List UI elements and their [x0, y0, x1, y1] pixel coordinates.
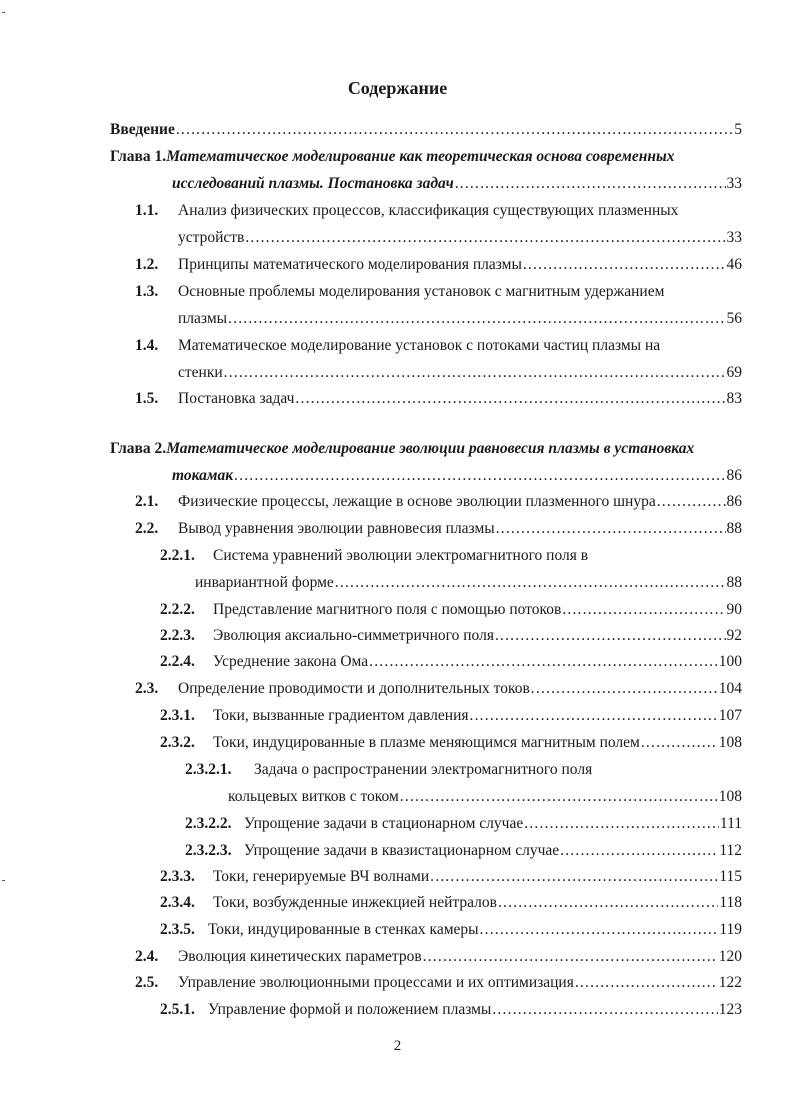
toc-line	[110, 120, 742, 140]
entry-title: плазмы	[178, 310, 228, 327]
toc-line	[254, 760, 592, 780]
section-number: 2.5.1.	[160, 1001, 195, 1018]
toc-line	[172, 174, 742, 194]
entry-page: 100	[718, 653, 742, 670]
entry-title: Физические процессы, лежащие в основе эволюции плазменного шнура	[178, 493, 656, 510]
toc-line	[244, 841, 742, 861]
entry-title: Токи, генерируемые ВЧ волнами	[213, 868, 430, 885]
entry-title: Представление магнитного поля с помощью потоков	[213, 601, 562, 618]
toc-line	[178, 201, 678, 221]
leader-dots	[496, 519, 726, 539]
toc-line	[208, 920, 742, 940]
toc-line	[195, 573, 742, 593]
leader-dots	[657, 492, 726, 512]
leader-dots	[335, 573, 726, 593]
entry-title: Токи, индуцированные в плазме меняющимся магнитным полем	[213, 734, 640, 751]
entry-title: Основные проблемы моделирования установок с магнитным удержанием	[178, 283, 665, 300]
entry-page: 83	[726, 390, 742, 407]
leader-dots	[455, 174, 726, 194]
entry-page: 86	[726, 493, 742, 510]
leader-dots	[575, 973, 718, 993]
toc-line	[213, 600, 742, 620]
toc-line	[178, 309, 742, 329]
entry-title: Математическое моделирование установок с потоками частиц плазмы на	[178, 337, 661, 354]
section-number: 2.3.	[135, 680, 159, 697]
toc-line	[213, 706, 742, 726]
section-number: 2.1.	[135, 493, 159, 510]
leader-dots	[430, 867, 718, 887]
leader-dots	[562, 600, 725, 620]
entry-page: 118	[719, 894, 742, 911]
entry-title: Эволюция аксиально-симметричного поля	[213, 627, 494, 644]
toc-line	[213, 546, 588, 566]
scan-mark	[2, 12, 5, 13]
entry-title: Задача о распространении электромагнитного поля	[254, 761, 593, 778]
toc-line	[178, 492, 742, 512]
entry-title: Вывод уравнения эволюции равновесия плазмы	[178, 520, 495, 537]
entry-page: 120	[718, 948, 742, 965]
entry-title: устройств	[178, 229, 245, 246]
section-number: 2.3.3.	[160, 868, 195, 885]
entry-title: Система уравнений эволюции электромагнитного поля в	[213, 547, 589, 564]
entry-page: 33	[726, 175, 742, 192]
entry-title: Математическое моделирование как теоретическая основа современных	[166, 148, 675, 165]
entry-page: 108	[718, 788, 742, 805]
toc-line	[213, 733, 742, 753]
toc-line	[213, 652, 742, 672]
entry-page: 46	[726, 256, 742, 273]
entry-title: Упрощение задачи в стационарном случае	[244, 815, 524, 832]
entry-title: Токи, вызванные градиентом давления	[213, 707, 469, 724]
entry-title: Управление эволюционными процессами и их оптимизация	[178, 974, 574, 991]
leader-dots	[524, 814, 719, 834]
toc-line	[178, 363, 742, 383]
entry-title: Усреднение закона Ома	[213, 653, 369, 670]
section-number: 2.2.2.	[160, 601, 195, 618]
entry-title: Математическое моделирование эволюции равновесия плазмы в установках	[166, 440, 695, 457]
entry-title: Постановка задач	[178, 390, 295, 407]
section-number: 2.2.1.	[160, 547, 195, 564]
leader-dots	[480, 920, 719, 940]
entry-page: 88	[726, 520, 742, 537]
entry-title: Управление формой и положением плазмы	[208, 1001, 492, 1018]
entry-page: 115	[719, 868, 742, 885]
section-number: 1.3.	[135, 283, 159, 300]
toc-line	[213, 867, 742, 887]
section-number: 1.2.	[135, 256, 159, 273]
section-number: 2.2.3.	[160, 627, 195, 644]
leader-dots	[470, 706, 718, 726]
entry-title: инвариантной форме	[195, 574, 334, 591]
toc-line	[178, 228, 742, 248]
leader-dots	[641, 733, 718, 753]
section-number: 2.5.	[135, 974, 159, 991]
entry-page: 111	[719, 815, 742, 832]
entry-title: токамак	[172, 467, 234, 484]
entry-page: 5	[734, 121, 742, 138]
leader-dots	[234, 466, 725, 486]
entry-title: стенки	[178, 364, 223, 381]
toc-line	[178, 947, 742, 967]
section-number: 2.3.1.	[160, 707, 195, 724]
section-number: 2.4.	[135, 948, 159, 965]
entry-page: 107	[718, 707, 742, 724]
toc-line	[213, 626, 742, 646]
scan-mark	[2, 880, 5, 881]
entry-page: 33	[726, 229, 742, 246]
entry-page: 119	[719, 921, 742, 938]
toc-line	[110, 147, 674, 167]
leader-dots	[245, 228, 725, 248]
toc-line	[228, 787, 742, 807]
section-number: 2.3.2.	[160, 734, 195, 751]
section-number: 2.3.2.2.	[185, 815, 232, 832]
entry-page: 122	[718, 974, 742, 991]
entry-title: Упрощение задачи в квазистационарном случае	[244, 842, 560, 859]
entry-page: 108	[718, 734, 742, 751]
entry-title: Токи, возбужденные инжекцией нейтралов	[213, 894, 497, 911]
leader-dots	[400, 787, 718, 807]
toc-line	[213, 893, 742, 913]
section-number: 2.3.2.3.	[185, 842, 232, 859]
section-number: 1.5.	[135, 390, 159, 407]
leader-dots	[423, 947, 718, 967]
leader-dots	[224, 363, 726, 383]
entry-page: 104	[718, 680, 742, 697]
entry-page: 123	[718, 1001, 742, 1018]
entry-page: 90	[726, 601, 742, 618]
toc-line	[110, 439, 694, 459]
leader-dots	[531, 679, 718, 699]
toc-line	[244, 814, 742, 834]
toc-line	[178, 389, 742, 409]
page-number: 2	[393, 1038, 402, 1054]
section-number: 1.1.	[135, 202, 159, 219]
leader-dots	[176, 120, 733, 140]
entry-title: Принципы математического моделирования плазмы	[178, 256, 522, 273]
entry-page: 88	[726, 574, 742, 591]
entry-title: кольцевых витков с током	[228, 788, 399, 805]
entry-page: 56	[726, 310, 742, 327]
toc-line	[178, 519, 742, 539]
leader-dots	[228, 309, 725, 329]
leader-dots	[492, 1000, 717, 1020]
chapter-number: Глава 1.	[110, 148, 167, 165]
toc-line	[178, 973, 742, 993]
entry-page: 112	[719, 842, 742, 859]
entry-page: 92	[726, 627, 742, 644]
section-number: 1.4.	[135, 337, 159, 354]
leader-dots	[495, 626, 726, 646]
section-number: 2.3.4.	[160, 894, 195, 911]
toc-line	[178, 679, 742, 699]
page-title: Содержание	[347, 78, 448, 98]
toc-line	[208, 1000, 742, 1020]
entry-title: исследований плазмы. Постановка задач	[172, 175, 454, 192]
chapter-number: Глава 2.	[110, 440, 167, 457]
toc-line	[172, 466, 742, 486]
toc-line	[178, 336, 660, 356]
section-number: 2.2.	[135, 520, 159, 537]
entry-title: Введение	[110, 121, 175, 138]
leader-dots	[295, 389, 725, 409]
section-number: 2.2.4.	[160, 653, 195, 670]
entry-title: Анализ физических процессов, классификация существующих плазменных	[178, 202, 679, 219]
toc-line	[178, 282, 664, 302]
leader-dots	[498, 893, 718, 913]
entry-title: Определение проводимости и дополнительных токов	[178, 680, 530, 697]
toc-line	[178, 255, 742, 275]
entry-title: Токи, индуцированные в стенках камеры	[208, 921, 479, 938]
section-number: 2.3.5.	[160, 921, 195, 938]
section-number: 2.3.2.1.	[185, 761, 232, 778]
leader-dots	[523, 255, 726, 275]
entry-page: 69	[726, 364, 742, 381]
entry-title: Эволюция кинетических параметров	[178, 948, 422, 965]
leader-dots	[369, 652, 718, 672]
leader-dots	[560, 841, 718, 861]
entry-page: 86	[726, 467, 742, 484]
